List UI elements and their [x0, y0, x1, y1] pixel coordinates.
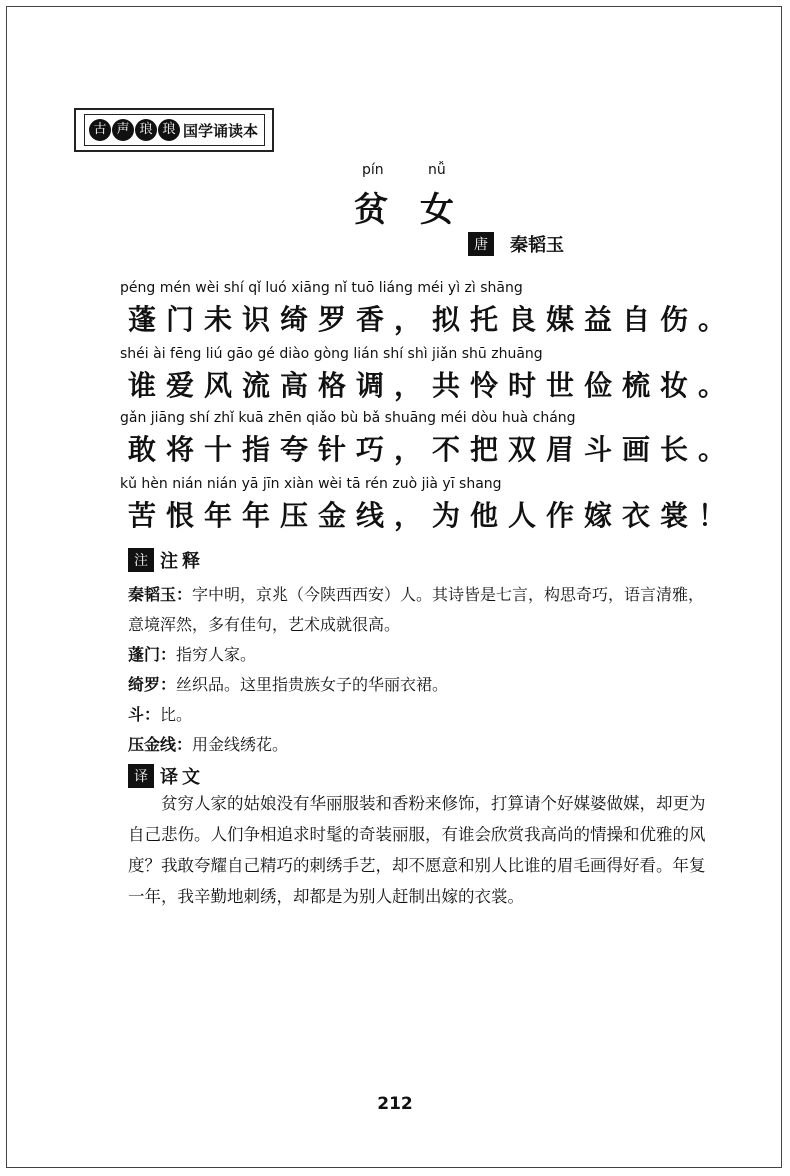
poem-line-text: 苦恨年年压金线，为他人作嫁衣裳！ — [128, 499, 737, 532]
title-pinyin-2: nǚ — [428, 162, 446, 178]
note-term: 压金线： — [128, 735, 193, 754]
title-char-1: 贫 — [354, 190, 388, 230]
logo-char-4: 琅 — [158, 119, 180, 141]
author-row — [468, 231, 564, 257]
note-text: 比。 — [160, 705, 193, 724]
author-name: 秦韬玉 — [510, 235, 564, 256]
series-title: 国学诵读本 — [183, 121, 259, 140]
poem-line-text: 谁爱风流高格调，共怜时世俭梳妆。 — [128, 369, 737, 402]
note-term: 绮罗： — [128, 675, 177, 694]
note-term: 秦韬玉： — [128, 585, 193, 604]
page-number: 212 — [377, 1094, 413, 1114]
title-char-2: 女 — [420, 190, 454, 230]
note-text: 指穷人家。 — [176, 645, 257, 664]
translation-heading — [128, 762, 204, 790]
note-item — [128, 640, 708, 670]
note-item — [128, 580, 708, 640]
notes-heading — [128, 546, 204, 574]
series-header — [74, 108, 274, 152]
logo-char-3: 琅 — [135, 119, 157, 141]
poem-line-pinyin: péng mén wèi shí qǐ luó xiāng nǐ tuō liáng méi yì zì shāng — [120, 280, 523, 296]
poem-line-text: 敢将十指夸针巧，不把双眉斗画长。 — [128, 433, 737, 466]
note-text: 用金线绣花。 — [192, 735, 289, 754]
note-term: 斗： — [128, 705, 161, 724]
note-term: 蓬门： — [128, 645, 177, 664]
series-logo — [89, 119, 180, 141]
logo-char-1: 古 — [89, 119, 111, 141]
translation-icon: 译 — [128, 764, 154, 788]
note-item — [128, 730, 708, 760]
logo-char-2: 声 — [112, 119, 134, 141]
poem-line-text: 蓬门未识绮罗香，拟托良媒益自伤。 — [128, 303, 737, 336]
series-header-inner — [84, 114, 265, 146]
title-pinyin-1: pín — [362, 162, 384, 178]
notes-icon: 注 — [128, 548, 154, 572]
notes-title: 注释 — [160, 551, 204, 572]
poem-line-pinyin: shéi ài fēng liú gāo gé diào gòng lián shí shì jiǎn shū zhuāng — [120, 346, 543, 362]
note-text: 字中明，京兆（今陕西西安）人。其诗皆是七言，构思奇巧，语言清雅，意境浑然，多有佳句，艺术成就很高。 — [128, 585, 705, 634]
note-item — [128, 700, 708, 730]
translation-title: 译文 — [160, 767, 204, 788]
poem-line-pinyin: gǎn jiāng shí zhǐ kuā zhēn qiǎo bù bǎ shuāng méi dòu huà cháng — [120, 410, 576, 426]
note-item — [128, 670, 708, 700]
dynasty-stamp-icon: 唐 — [468, 232, 494, 256]
translation-text: 贫穷人家的姑娘没有华丽服装和香粉来修饰，打算请个好媒婆做媒，却更为自己悲伤。人们争相追求时髦的奇装丽服，有谁会欣赏我高尚的情操和优雅的风度？我敢夸耀自己精巧的刺绣手艺，却不愿意和别人比谁的眉毛画得好看。年复一年，我辛勤地刺绣，却都是为别人赶制出嫁的衣裳。 — [128, 794, 706, 906]
poem-line-pinyin: kǔ hèn nián nián yā jīn xiàn wèi tā rén zuò jià yī shang — [120, 476, 502, 492]
note-text: 丝织品。这里指贵族女子的华丽衣裙。 — [176, 675, 449, 694]
